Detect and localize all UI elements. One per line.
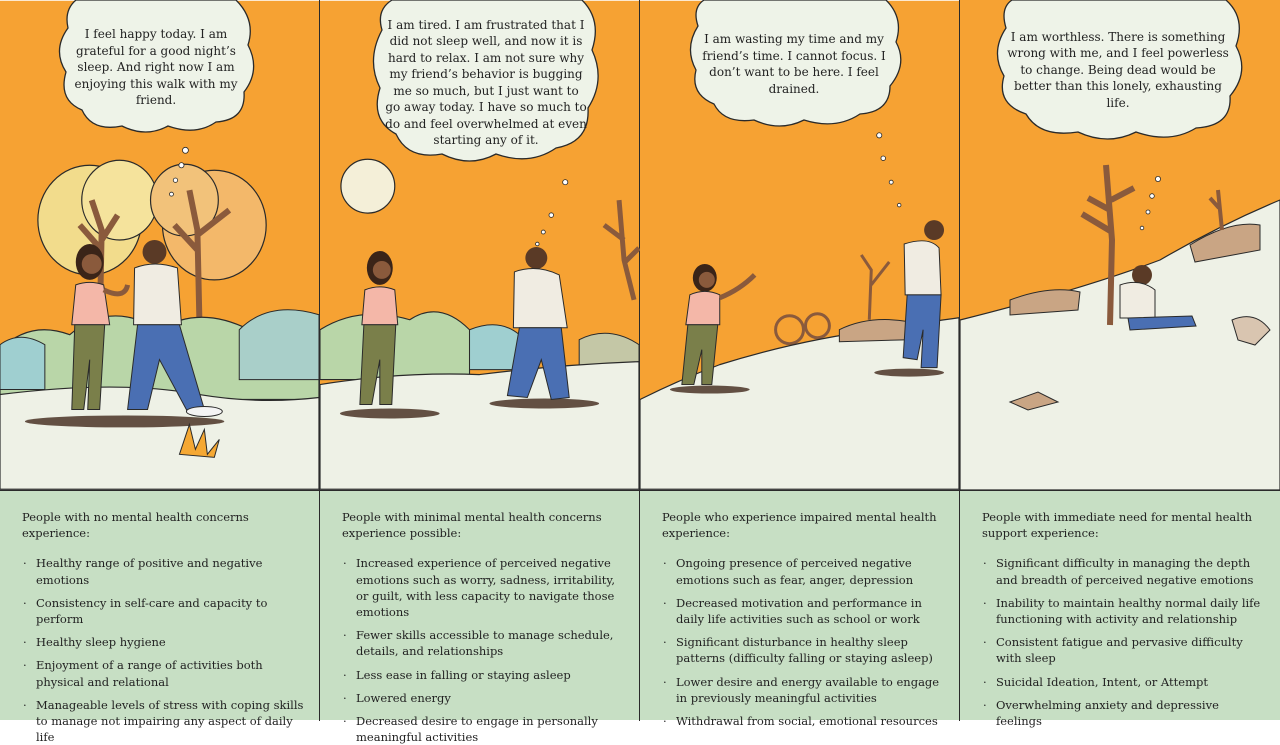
- thought-bubble-immediate-need: [990, 0, 1246, 140]
- list-item: · Lowered energy: [343, 690, 451, 705]
- list-item: · Significant disturbance in healthy sleep patterns (difficulty falling or staying asleep): [663, 635, 933, 666]
- list-item: · Overwhelming anxiety and depressive feelings: [983, 697, 1219, 729]
- column-intro: People with immediate need for mental health support experience:: [982, 510, 1252, 541]
- list-item: · Suicidal Ideation, Intent, or Attempt: [983, 674, 1208, 689]
- panel-minimal-concerns: [320, 0, 640, 490]
- list-item: · Consistent fatigue and pervasive difficulty with sleep: [983, 635, 1243, 666]
- thought-text-immediate-need: I am worthless. There is something wrong with me, and I feel powerless to change. Being dead would be better than this lonely, exhausting life.: [1007, 29, 1229, 110]
- info-column-immediate-need: [960, 491, 1280, 729]
- list-item: · Healthy sleep hygiene: [23, 635, 166, 650]
- list-item: · Increased experience of perceived negative emotions such as worry, sadness, irritability, or guilt, with less capacity to navigate those emotions: [343, 556, 616, 620]
- thought-bubble-minimal: [370, 0, 602, 165]
- experience-list: [662, 555, 945, 729]
- list-item: · Less ease in falling or staying asleep: [343, 667, 571, 682]
- list-item: · Significant difficulty in managing the depth and breadth of perceived negative emotions: [983, 556, 1254, 587]
- experience-list: [342, 555, 625, 745]
- info-column-minimal-concerns: [320, 491, 640, 745]
- panel-healthy: [0, 0, 320, 490]
- list-item: · Manageable levels of stress with coping skills to manage not impairing any aspect of daily life: [23, 697, 304, 745]
- list-item: · Lower desire and energy available to engage in previously meaningful activities: [663, 674, 940, 705]
- thought-text-healthy: I feel happy today. I am grateful for a good night’s sleep. And right now I am enjoying this walk with my friend.: [74, 27, 238, 108]
- thought-text-minimal: I am tired. I am frustrated that I did not sleep well, and now it is hard to relax. I am not sure why my friend’s behavior is bugging me so much, but I just want to go away today. I have so much to do and feel overwhelmed at even starting any of it.: [385, 17, 587, 147]
- list-item: · Fewer skills accessible to manage schedule, details, and relationships: [343, 628, 614, 659]
- sun-icon: [341, 159, 395, 213]
- experience-list: [982, 555, 1266, 729]
- info-column-impaired: [640, 491, 960, 729]
- panel-impaired: [640, 0, 960, 490]
- thought-bubble-impaired: [684, 0, 904, 128]
- panel-immediate-need: [960, 0, 1280, 490]
- list-item: · Decreased motivation and performance in daily life activities such as school or work: [663, 595, 922, 627]
- column-intro: People with minimal mental health concerns experience possible:: [342, 510, 602, 541]
- list-item: · Enjoyment of a range of activities both physical and relational: [23, 658, 263, 689]
- list-item: · Consistency in self-care and capacity to perform: [23, 595, 268, 627]
- list-item: · Withdrawal from social, emotional resources: [663, 714, 938, 729]
- info-column-healthy: [0, 491, 320, 745]
- list-item: · Inability to maintain healthy normal daily life functioning with activity and relationship: [983, 595, 1261, 627]
- thought-bubble-healthy: [56, 0, 256, 135]
- list-item: · Ongoing presence of perceived negative emotions such as fear, anger, depression: [663, 556, 914, 587]
- experience-list: [22, 555, 305, 745]
- list-item: · Decreased desire to engage in personally meaningful activities: [343, 714, 598, 745]
- thought-text-impaired: I am wasting my time and my friend’s time. I cannot focus. I don’t want to be here. I feel drained.: [702, 32, 886, 96]
- column-intro: People with no mental health concerns experience:: [22, 510, 249, 541]
- list-item: · Healthy range of positive and negative emotions: [23, 556, 263, 587]
- info-section: [0, 490, 1280, 745]
- column-intro: People who experience impaired mental health experience:: [662, 510, 937, 541]
